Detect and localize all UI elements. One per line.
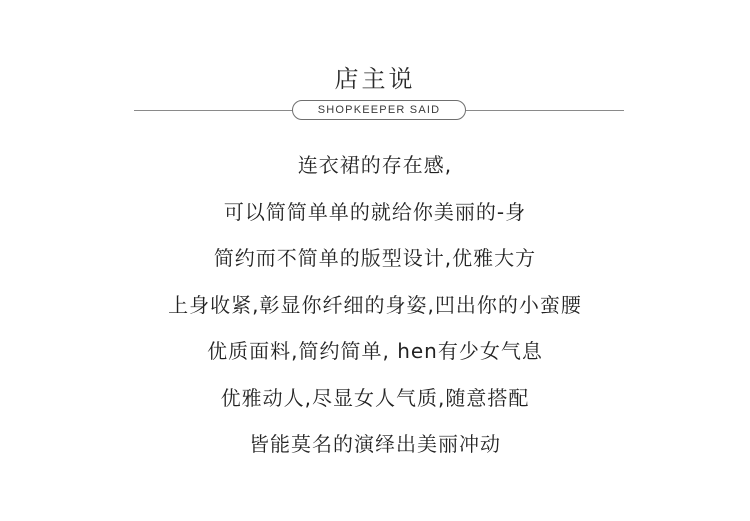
shopkeeper-badge: SHOPKEEPER SAID [292,100,466,120]
section-title: 店主说 [334,65,416,93]
description-line: 皆能莫名的演绎出美丽冲动 [249,432,501,456]
description-line: 连衣裙的存在感, [297,153,453,177]
description-line: 上身收紧,彰显你纤细的身姿,凹出你的小蛮腰 [168,292,582,317]
description-line: 简约而不简单的版型设计,优雅大方 [213,246,537,270]
description-line: 可以简简单单的就给你美丽的-身 [223,199,527,224]
description-line: 优质面料,简约简单, hen有少女气息 [207,339,543,363]
divider-right [466,110,624,111]
description-block [0,142,750,468]
divider-left [134,110,294,111]
description-line: 优雅动人,尽显女人气质,随意搭配 [220,385,530,410]
